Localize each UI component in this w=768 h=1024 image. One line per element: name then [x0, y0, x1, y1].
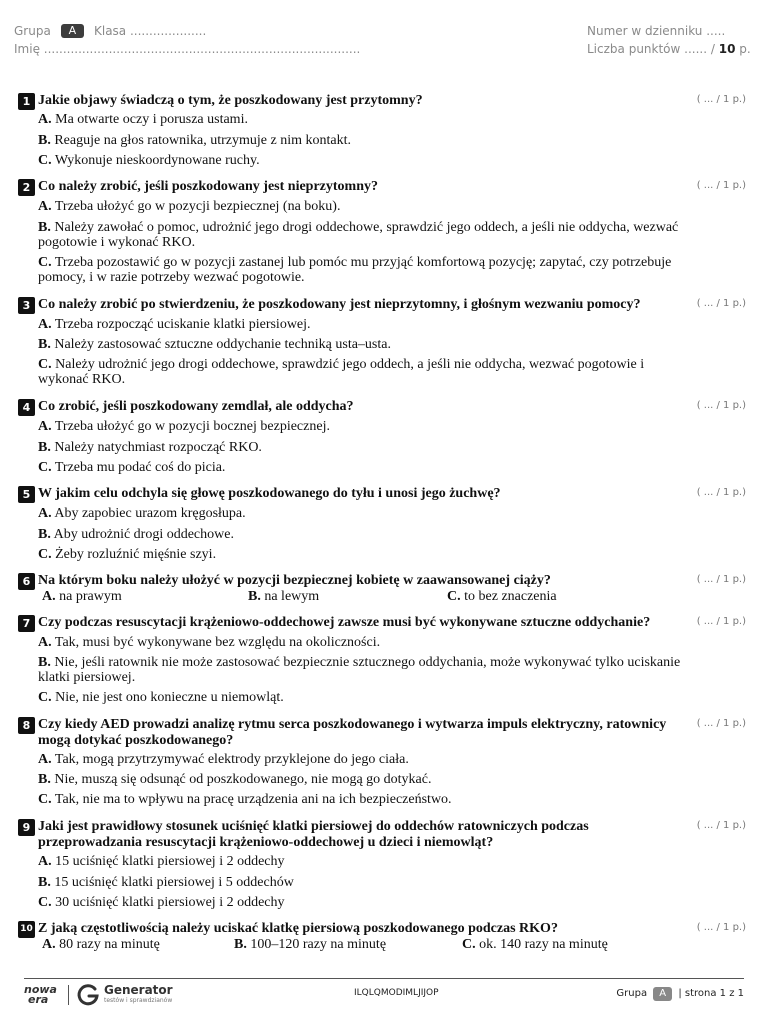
answer-option: B. Reaguje na głos ratownika, utrzymuje z nim kontakt. [38, 133, 351, 148]
question-text: Co należy zrobić po stwierdzeniu, że poszkodowany jest nieprzytomny, i głośnym wezwaniu pomocy? [38, 297, 641, 312]
group-badge: A [61, 24, 85, 38]
question-text: Na którym boku należy ułożyć w pozycji bezpiecznej kobietę w zaawansowanej ciąży? [38, 573, 551, 588]
answer-option: C. Nie, nie jest ono konieczne u niemowląt. [38, 690, 284, 705]
nowa-era-logo: nowa era [24, 983, 57, 1006]
answer-option: A. 80 razy na minutę [42, 937, 160, 952]
question-number: 3 [18, 297, 35, 314]
answer-option: A. Tak, mogą przytrzymywać elektrody przyklejone do jego ciała. [38, 752, 409, 767]
question-text: Z jaką częstotliwością należy uciskać klatkę piersiową poszkodowanego podczas RKO? [38, 921, 558, 936]
question-points: ( ... / 1 p.) [696, 616, 746, 627]
question-points: ( ... / 1 p.) [696, 574, 746, 585]
answer-option: C. Należy udrożnić jego drogi oddechowe, sprawdzić jego oddech, a jeśli nie oddycha, wezwać pogotowie i wykonać RKO. [38, 357, 645, 387]
answer-option: B. Należy natychmiast rozpocząć RKO. [38, 440, 262, 455]
answer-option: B. na lewym [248, 589, 320, 604]
answer-option: C. Tak, nie ma to wpływu na pracę urządzenia ani na ich bezpieczeństwo. [38, 792, 452, 807]
logo-separator [68, 985, 69, 1005]
points-max: 10 [718, 42, 736, 56]
question-text: Czy podczas resuscytacji krążeniowo-oddechowej zawsze musi być wykonywane sztuczne oddychanie? [38, 615, 651, 630]
page-number: | strona 1 z 1 [678, 988, 744, 999]
question-points: ( ... / 1 p.) [696, 180, 746, 191]
question-number: 1 [18, 93, 35, 110]
question-number: 7 [18, 615, 35, 632]
answer-option: C. to bez znaczenia [447, 589, 557, 604]
answer-option: A. Tak, musi być wykonywane bez względu na okoliczności. [38, 635, 381, 650]
question-number: 10 [18, 921, 35, 938]
answer-option: C. Wykonuje nieskoordynowane ruchy. [38, 153, 260, 168]
answer-option: A. Trzeba rozpocząć uciskanie klatki piersiowej. [38, 317, 311, 332]
answer-option: B. Aby udrożnić drogi oddechowe. [38, 527, 234, 542]
page-footer [24, 978, 744, 1008]
answer-option: A. Trzeba ułożyć go w pozycji bocznej bezpiecznej. [38, 419, 330, 434]
question-points: ( ... / 1 p.) [696, 820, 746, 831]
answer-option: A. na prawym [42, 589, 122, 604]
question-text: Jakie objawy świadczą o tym, że poszkodowany jest przytomny? [38, 93, 423, 108]
group-class-line [14, 24, 206, 38]
page-info [616, 987, 744, 1001]
question-number: 2 [18, 179, 35, 196]
name-field: Imię ................................................................................... [14, 42, 361, 56]
question-number: 4 [18, 399, 35, 416]
points-field [587, 42, 751, 56]
footer-group-badge: A [653, 987, 672, 1001]
question-number: 9 [18, 819, 35, 836]
question-text: Jaki jest prawidłowy stosunek uciśnięć klatki piersiowej do oddechów ratowniczych podczas przeprowadzania resuscytacji krążeniowo-oddechowej u dzieci i niemowląt? [38, 819, 589, 850]
answer-option: C. Żeby rozluźnić mięśnie szyi. [38, 547, 217, 562]
answer-option: A. Trzeba ułożyć go w pozycji bezpiecznej (na boku). [38, 199, 341, 214]
question-number: 5 [18, 486, 35, 503]
question-number: 8 [18, 717, 35, 734]
generator-logo-icon [76, 983, 100, 1007]
generator-subtitle: testów i sprawdzianów [104, 997, 173, 1004]
answer-option: B. 15 uciśnięć klatki piersiowej i 5 oddechów [38, 875, 294, 890]
test-code: ILQLQMODIMLJIJOP [354, 988, 439, 998]
question-text: Czy kiedy AED prowadzi analizę rytmu serca poszkodowanego i wytwarza impuls elektryczny, ratownicy mogą dotykać poszkodowanego? [38, 717, 667, 748]
question-points: ( ... / 1 p.) [696, 94, 746, 105]
answer-option: C. 30 uciśnięć klatki piersiowej i 2 oddechy [38, 895, 285, 910]
group-label: Grupa [14, 24, 51, 38]
answer-option: A. 15 uciśnięć klatki piersiowej i 2 oddechy [38, 854, 285, 869]
answer-option: A. Ma otwarte oczy i porusza ustami. [38, 112, 248, 127]
answer-option: B. Należy zastosować sztuczne oddychanie techniką usta–usta. [38, 337, 391, 352]
question-text: W jakim celu odchyla się głowę poszkodowanego do tyłu i unosi jego żuchwę? [38, 486, 501, 501]
answer-option: B. Należy zawołać o pomoc, udrożnić jego drogi oddechowe, sprawdzić jego oddech, a jeśli nie oddycha, wezwać pogotowie i wykonać RKO. [38, 220, 679, 250]
question-text: Co należy zrobić, jeśli poszkodowany jest nieprzytomny? [38, 179, 378, 194]
answer-option: B. Nie, jeśli ratownik nie może zastosować bezpiecznie sztucznego oddychania, może wykonywać tylko uciskanie klatki piersiowej. [38, 655, 681, 685]
question-points: ( ... / 1 p.) [696, 718, 746, 729]
points-label: Liczba punktów ...... / [587, 42, 715, 56]
answer-option: B. Nie, muszą się odsunąć od poszkodowanego, nie mogą go dotykać. [38, 772, 432, 787]
answer-option: C. Trzeba mu podać coś do picia. [38, 460, 226, 475]
answer-option: C. ok. 140 razy na minutę [462, 937, 608, 952]
points-unit: p. [739, 42, 751, 56]
question-points: ( ... / 1 p.) [696, 400, 746, 411]
worksheet-header [14, 24, 754, 60]
question-points: ( ... / 1 p.) [696, 922, 746, 933]
question-number: 6 [18, 573, 35, 590]
footer-group-label: Grupa [616, 988, 648, 999]
answer-option: A. Aby zapobiec urazom kręgosłupa. [38, 506, 246, 521]
class-field: Klasa .................... [94, 24, 207, 38]
question-points: ( ... / 1 p.) [696, 487, 746, 498]
answer-option: C. Trzeba pozostawić go w pozycji zastanej lub pomóc mu przyjąć komfortową pozycję; zapytać, czy potrzebuje pomocy, i w razie potrzeby wezwać pogotowie. [38, 255, 672, 285]
question-text: Co zrobić, jeśli poszkodowany zemdlał, ale oddycha? [38, 399, 354, 414]
answer-option: B. 100–120 razy na minutę [234, 937, 387, 952]
diary-number-field: Numer w dzienniku ..... [587, 24, 726, 38]
question-points: ( ... / 1 p.) [696, 298, 746, 309]
generator-title: Generator [104, 983, 173, 997]
